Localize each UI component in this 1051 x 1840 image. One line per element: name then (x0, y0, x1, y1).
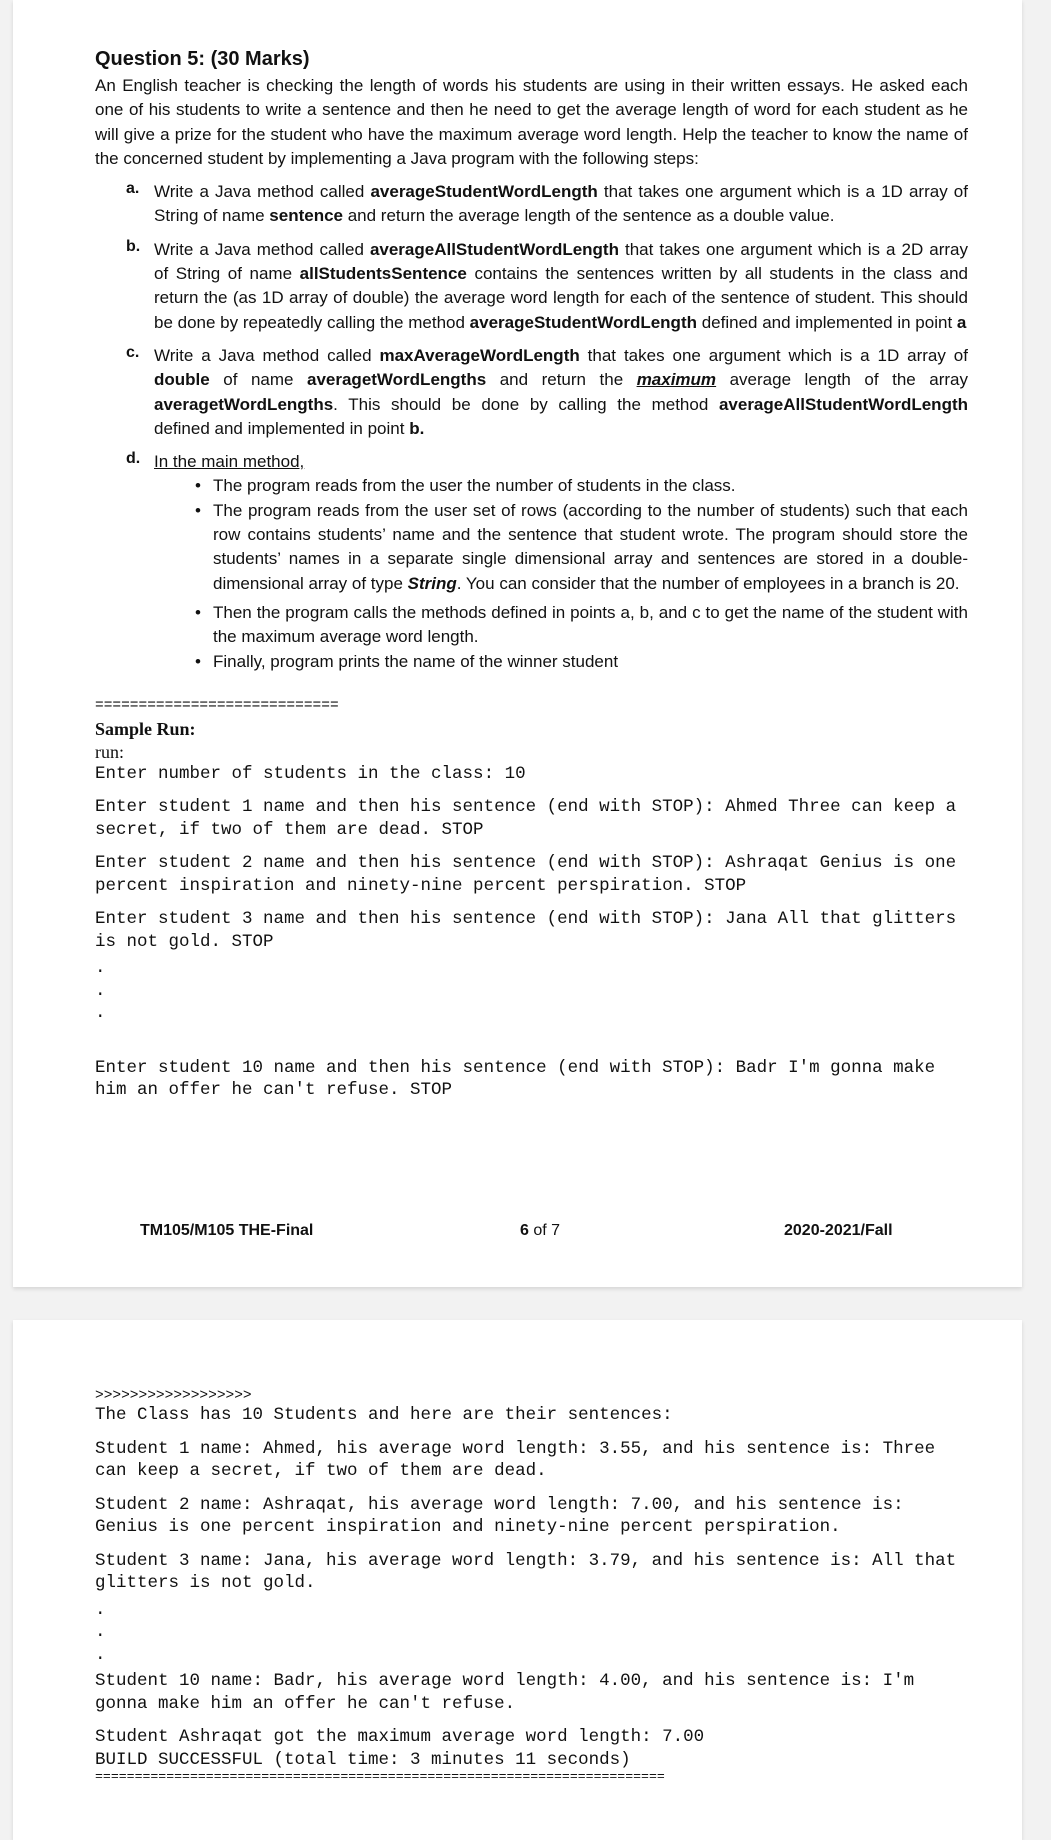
sample-run (95, 699, 968, 1102)
item-b-letter: b. (126, 237, 141, 255)
ellipsis-dots: . . . (95, 958, 106, 1024)
item-b (95, 238, 968, 335)
list-item: • Then the program calls the methods defined in points a, b, and c to get the name of the student with the maximum average word length. (195, 602, 968, 647)
page-7 (13, 1320, 1022, 1840)
console-line: Enter student 1 name and then his sentence (end with STOP): Ahmed Three can keep a secret, if two of them are dead. STOP (95, 797, 967, 840)
item-b-text: Write a Java method called averageAllStudentWordLength that takes one argument which is a 2D array of String of name allStudentsSentence contains the sentences written by all students in the class and return the (as 1D array of double) the average word length for each of the sentence of student. This should be done by repeatedly calling the method averageStudentWordLength defined and implemented in point a (154, 239, 968, 332)
console-line: BUILD SUCCESSFUL (total time: 3 minutes 11 seconds) (95, 1749, 631, 1770)
main-method-steps (95, 474, 968, 673)
bullet-icon: • (195, 500, 201, 520)
bullet-icon: • (195, 602, 201, 622)
item-d-letter: d. (126, 450, 141, 468)
console-line: Enter student 3 name and then his sentence (end with STOP): Jana All that glitters is not gold. STOP (95, 909, 967, 952)
question-intro: An English teacher is checking the length of words his students are using in their written essays. He asked each one of his students to write a sentence and then he need to get the average length of word for each student as he will give a prize for the student who have the maximum average word length. Help the teacher to know the name of the concerned student by implementing a Java program with the following steps: (95, 76, 968, 168)
output-arrows: >>>>>>>>>>>>>>>>>> (95, 1388, 252, 1404)
sample-run-heading: Sample Run: (95, 718, 196, 739)
console-line: Enter number of students in the class: 10 (95, 763, 526, 784)
list-item: • The program reads from the user set of rows (according to the number of students) such that each row contains students’ name and the sentence that student wrote. The program should store the students’ names in a separate single dimensional array and sentences are stored in a double-dimensional array of type String. You can consider that the number of employees in a branch is 20. (195, 500, 968, 593)
footer-term: 2020-2021/Fall (784, 1222, 893, 1239)
item-c-letter: c. (126, 343, 140, 361)
console-line: The Class has 10 Students and here are their sentences: (95, 1405, 673, 1425)
footer-course: TM105/M105 THE-Final (140, 1222, 314, 1239)
item-c-text: Write a Java method called maxAverageWordLength that takes one argument which is a 1D array of double of name averagetWordLengths and return the maximum average length of the array averagetWordLengths. This should be done by calling the method averageAllStudentWordLength defined and implemented in point b. (154, 345, 968, 438)
list-item: • Finally, program prints the name of the winner student (95, 650, 968, 674)
console-line: Enter student 2 name and then his sentence (end with STOP): Ashraqat Genius is one percent inspiration and ninety-nine percent perspiration. STOP (95, 853, 967, 896)
program-output (95, 1388, 968, 1783)
console-line: Student 1 name: Ahmed, his average word length: 3.55, and his sentence is: Three can keep a secret, if two of them are dead. (95, 1438, 946, 1481)
item-d (95, 450, 968, 474)
item-a-text: Write a Java method called averageStudentWordLength that takes one argument which is a 1D array of String of name sentence and return the average length of the sentence as a double value. (154, 182, 968, 226)
question-title: Question 5: (30 Marks) (95, 48, 310, 70)
separator: ============================ (95, 697, 339, 714)
question-block (95, 48, 968, 1102)
separator: ======================================================================== (95, 1771, 665, 1783)
item-a (95, 180, 968, 229)
footer-page-number: 6 of 7 (520, 1222, 561, 1239)
item-c (95, 344, 968, 441)
ellipsis-dots: . . . (95, 1599, 106, 1665)
console-line: Student 2 name: Ashraqat, his average word length: 7.00, and his sentence is: Genius is one percent inspiration and ninety-nine percent perspiration. (95, 1494, 915, 1537)
bullet-icon: • (195, 651, 201, 671)
item-d-heading: In the main method, (154, 452, 305, 472)
bullet-icon: • (195, 476, 201, 496)
list-item: • The program reads from the user the number of students in the class. (95, 474, 968, 498)
console-line: Student Ashraqat got the maximum average word length: 7.00 (95, 1727, 705, 1747)
item-a-letter: a. (126, 180, 140, 198)
console-line: Student 10 name: Badr, his average word length: 4.00, and his sentence is: I'm gonna make him an offer he can't refuse. (95, 1671, 925, 1714)
page-6 (13, 0, 1022, 1287)
sample-run-label: run: (95, 741, 124, 762)
console-line: Student 3 name: Jana, his average word length: 3.79, and his sentence is: All that glitters is not gold. (95, 1550, 967, 1593)
console-line: Enter student 10 name and then his sentence (end with STOP): Badr I'm gonna make him an offer he can't refuse. STOP (95, 1057, 946, 1101)
